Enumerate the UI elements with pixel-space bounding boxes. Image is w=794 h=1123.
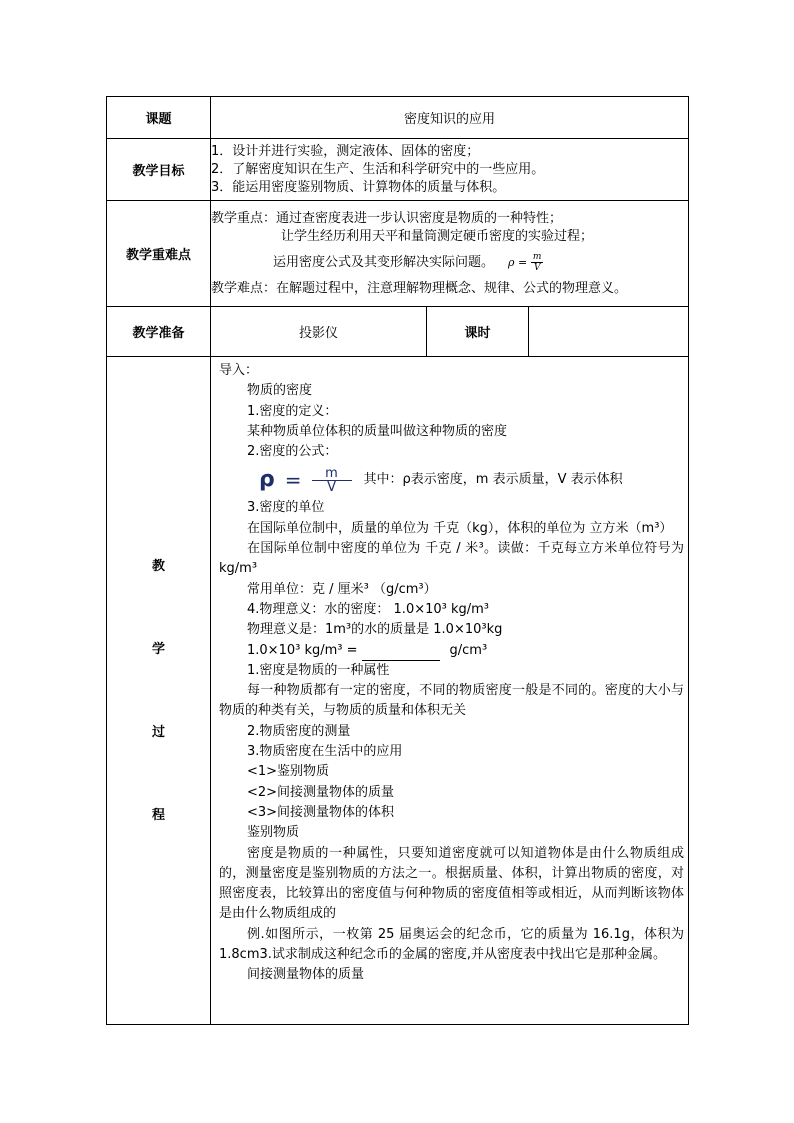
unit-title: 3.密度的单位 <box>247 500 325 516</box>
density-fraction <box>531 252 543 273</box>
identify-text: 密度是物质的一种属性，只要知道密度就可以知道物体是由什么物质组成的，测量密度是鉴别物质的方法之一。根据质量、体积，计算出物质的密度，对照密度表，比较算出的密度值与何种物质的密度值相等或相近，从而判断该物体是由什么物质组成的 <box>219 845 684 922</box>
conversion-line <box>219 641 684 661</box>
hours-value <box>529 307 689 357</box>
apply-title: 3.物质密度在生活中的应用 <box>247 744 403 760</box>
formula-equals: = <box>284 468 302 493</box>
density-formula <box>219 462 684 498</box>
key-point-line: 运用密度公式及其变形解决实际问题。 <box>273 254 495 270</box>
definition-text: 某种物质单位体积的质量叫做这种物质的密度 <box>247 423 508 439</box>
goals-label: 教学目标 <box>107 139 211 201</box>
attribute-text: 每一种物质都有一定的密度，不同的物质密度一般是不同的。密度的大小与物质的种类有关，与物质的质量和体积无关 <box>219 683 684 719</box>
formula-rho: ρ <box>259 467 275 493</box>
common-unit: 常用单位：克 / 厘米³ （g/cm³） <box>247 581 437 597</box>
apply-item: <2>间接测量物体的质量 <box>247 784 395 800</box>
example-text: 例.如图所示，一枚第 25 届奥运会的纪念币，它的质量为 16.1g，体积为 1.8cm3.试求制成这种纪念币的金属的密度,并从密度表中找出它是那种金属。 <box>219 926 684 963</box>
goals-content <box>211 139 689 201</box>
identify-title: 鉴别物质 <box>247 825 300 841</box>
goal-item: 1．设计并进行实验，测定液体、固体的密度； <box>211 143 480 159</box>
prep-value: 投影仪 <box>211 307 427 357</box>
conversion-right: g/cm³ <box>449 642 488 658</box>
process-label-char: 程 <box>151 807 165 823</box>
formula-title: 2.密度的公式： <box>247 444 338 460</box>
si-density-text: 在国际单位制中密度的单位为 千克 / 米³。读做：千克每立方米单位符号为 kg/m³ <box>219 541 684 577</box>
conversion-left: 1.0×10³ kg/m³ = <box>247 642 358 658</box>
hours-label: 课时 <box>427 307 529 357</box>
si-unit-text: 在国际单位制中，质量的单位为 千克（kg），体积的单位为 立方米（m³） <box>247 520 673 536</box>
definition-title: 1.密度的定义： <box>247 403 338 419</box>
meaning-title: 4.物理意义：水的密度： 1.0×10³ kg/m³ <box>247 601 490 617</box>
density-symbol: ρ = <box>508 255 528 269</box>
key-point-line: 让学生经历利用天平和量筒测定硬币密度的实验过程； <box>281 228 594 244</box>
goal-item: 2．了解密度知识在生产、生活和科学研究中的一些应用。 <box>211 161 545 177</box>
apply-item: <3>间接测量物体的体积 <box>247 804 395 820</box>
intro-text: 导入： <box>219 363 259 378</box>
key-point-line: 教学重点：通过查密度表进一步认识密度是物质的一种特性； <box>211 210 563 226</box>
topic-row <box>107 97 689 139</box>
prep-label: 教学准备 <box>107 307 211 357</box>
fraction-denominator: V <box>533 263 541 273</box>
indirect-title: 间接测量物体的质量 <box>247 967 365 983</box>
process-label-char: 学 <box>151 641 165 657</box>
fraction-numerator: m <box>532 252 542 262</box>
formula-numerator: m <box>325 465 338 481</box>
topic-label: 课题 <box>107 97 211 139</box>
topic-value: 密度知识的应用 <box>211 97 689 139</box>
key-points-content <box>211 201 689 307</box>
process-row <box>107 357 689 1025</box>
apply-item: <1>鉴别物质 <box>247 764 330 780</box>
lesson-plan-page <box>106 96 688 1025</box>
formula-denominator: V <box>327 479 336 495</box>
process-content <box>211 357 689 1025</box>
measure-title: 2.物质密度的测量 <box>247 723 351 739</box>
goal-item: 3．能运用密度鉴别物质、计算物体的质量与体积。 <box>211 179 506 195</box>
formula-fraction <box>312 467 352 494</box>
process-label <box>107 357 211 1025</box>
lesson-plan-table <box>106 96 689 1025</box>
prep-row <box>107 307 689 357</box>
key-points-row <box>107 201 689 307</box>
meaning-text: 物理意义是：1m³的水的质量是 1.0×10³kg <box>247 622 503 638</box>
goals-row <box>107 139 689 201</box>
difficulty-line: 教学难点：在解题过程中，注意理解物理概念、规律、公式的物理意义。 <box>211 280 628 296</box>
process-label-char: 过 <box>151 724 165 740</box>
attribute-title: 1.密度是物质的一种属性 <box>247 662 390 678</box>
process-label-char: 教 <box>151 558 165 574</box>
formula-note: 其中：ρ表示密度，m 表示质量，V 表示体积 <box>363 472 623 488</box>
answer-blank <box>362 648 440 661</box>
key-point-formula-line <box>211 246 688 280</box>
density-title: 物质的密度 <box>247 383 313 399</box>
key-points-label: 教学重难点 <box>107 201 211 307</box>
